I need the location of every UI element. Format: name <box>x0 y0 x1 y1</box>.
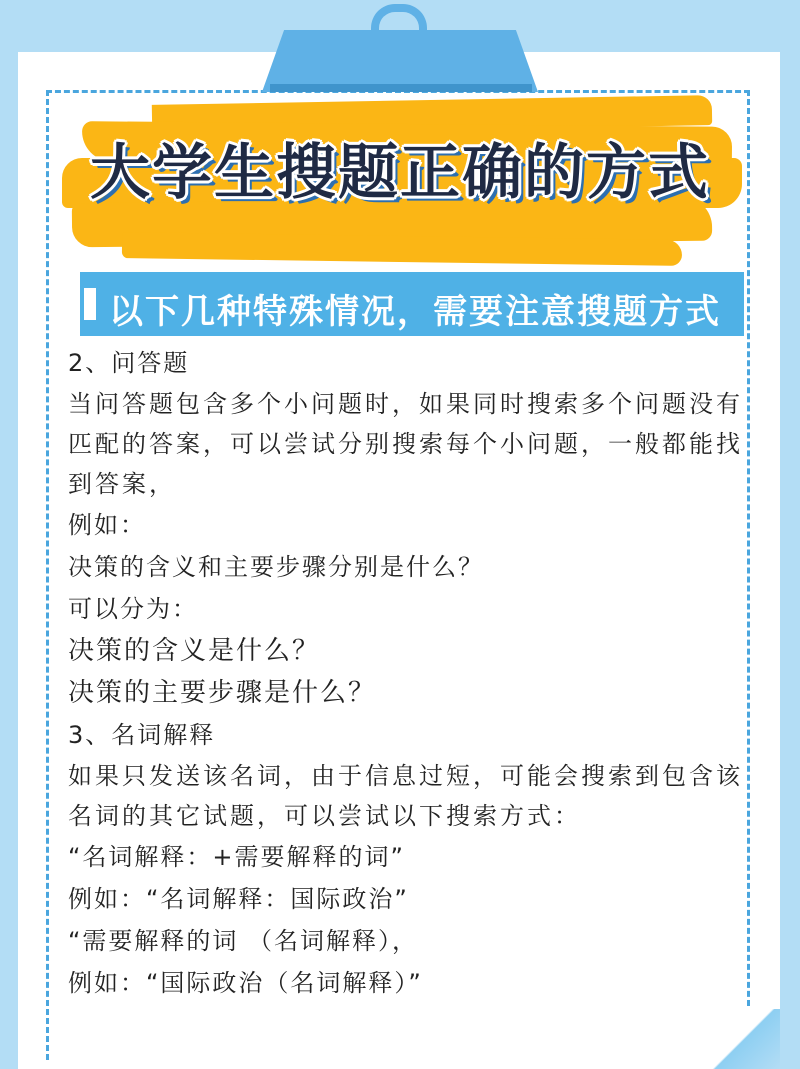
section-paragraph: 当问答题包含多个小问题时，如果同时搜索多个问题没有匹配的答案，可以尝试分别搜索每个小问题，一般都能找到答案， <box>68 390 743 498</box>
format-line: “需要解释的词 （名词解释）， <box>68 927 419 955</box>
format-example: 例如：“国际政治（名词解释）” <box>68 969 423 997</box>
page-subtitle: 以下几种特殊情况，需要注意搜题方式 <box>109 292 721 332</box>
split-label: 可以分为： <box>68 595 198 623</box>
example-label: 例如： <box>68 511 146 539</box>
format-example: 例如：“名词解释：国际政治” <box>68 885 409 913</box>
section-paragraph: 如果只发送该名词，由于信息过短，可能会搜索到包含该名词的其它试题，可以尝试以下搜索方式： <box>68 762 743 830</box>
article-body <box>68 342 748 1004</box>
section-heading: 2、问答题 <box>68 349 190 377</box>
split-question: 决策的主要步骤是什么？ <box>68 678 377 708</box>
page-curl-corner <box>710 1009 780 1069</box>
example-question: 决策的含义和主要步骤分别是什么？ <box>68 553 484 581</box>
split-question: 决策的含义是什么？ <box>68 636 321 666</box>
section-heading: 3、名词解释 <box>68 721 216 749</box>
page-title: 大学生搜题正确的方式 <box>90 138 710 208</box>
format-line: “名词解释：+需要解释的词” <box>68 843 405 871</box>
